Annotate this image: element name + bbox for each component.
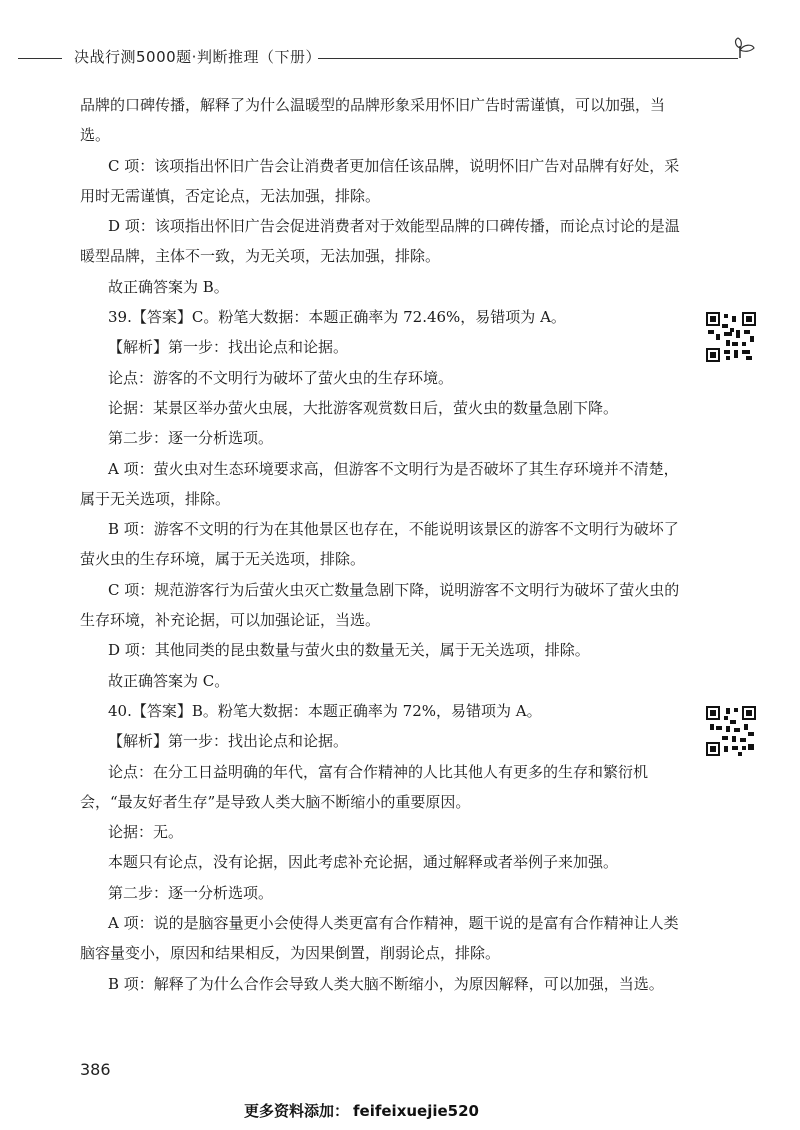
paragraph: A 项：说的是脑容量更小会使得人类更富有合作精神，题干说的是富有合作精神让人类脑容量变小，原因和结果相反，为因果倒置，削弱论点，排除。 [80,914,679,963]
sprout-icon [734,34,770,64]
paragraph: 论点：在分工日益明确的年代，富有合作精神的人比其他人有更多的生存和繁衍机会，“最友好者生存”是导致人类大脑不断缩小的重要原因。 [80,762,649,811]
paragraph: 品牌的口碑传播，解释了为什么温暖型的品牌形象采用怀旧广告时需谨慎，可以加强，当选。 [80,96,666,145]
paragraph: 本题只有论点，没有论据，因此考虑补充论据，通过解释或者举例子来加强。 [108,853,619,872]
paragraph: D 项：其他同类的昆虫数量与萤火虫的数量无关，属于无关选项，排除。 [108,641,590,660]
paragraph: C 项：规范游客行为后萤火虫灭亡数量急剧下降，说明游客不文明行为破坏了萤火虫的生存环境，补充论据，可以加强论证，当选。 [80,580,680,630]
paragraph: A 项：萤火虫对生态环境要求高，但游客不文明行为是否破坏了其生存环境并不清楚，属于无关选项，排除。 [80,459,679,508]
qr-code-icon[interactable] [706,706,756,756]
footer-label: 更多资料添加： [244,1102,350,1120]
paragraph: 故正确答案为 B。 [108,277,229,296]
footer-contact [244,1100,479,1121]
paragraph: 【解析】第一步：找出论点和论据。 [108,338,349,357]
header-rule-right [318,58,738,59]
header-title: 决战行测5000题·判断推理（下册） [74,48,321,66]
paragraph: 论点：游客的不文明行为破坏了萤火虫的生存环境。 [108,368,454,387]
paragraph: D 项：该项指出怀旧广告会促进消费者对于效能型品牌的口碑传播，而论点讨论的是温暖型品牌，主体不一致，为无关项，无法加强，排除。 [80,217,680,266]
footer-id: feifeixuejie520 [353,1102,479,1120]
qr-code-icon[interactable] [706,312,756,362]
header-rule-left [18,58,62,59]
paragraph: C 项：该项指出怀旧广告会让消费者更加信任该品牌，说明怀旧广告对品牌有好处，采用时无需谨慎，否定论点，无法加强，排除。 [80,156,680,205]
paragraph: 第二步：逐一分析选项。 [108,883,274,902]
paragraph: 论据：无。 [108,823,184,842]
paragraph: 故正确答案为 C。 [108,671,230,690]
running-header [0,40,800,76]
paragraph: B 项：解释了为什么合作会导致人类大脑不断缩小，为原因解释，可以加强，当选。 [108,974,664,993]
paragraph: 论据：某景区举办萤火虫展，大批游客观赏数日后，萤火虫的数量急剧下降。 [108,398,619,417]
paragraph: B 项：游客不文明的行为在其他景区也存在，不能说明该景区的游客不文明行为破坏了萤火虫的生存环境，属于无关选项，排除。 [80,520,679,569]
answer-40: 40.【答案】B。粉笔大数据：本题正确率为 72%，易错项为 A。 [108,701,542,720]
paragraph: 【解析】第一步：找出论点和论据。 [108,732,349,751]
answer-39: 39.【答案】C。粉笔大数据：本题正确率为 72.46%，易错项为 A。 [108,308,566,327]
page-number: 386 [80,1060,111,1079]
page-body [80,90,680,999]
paragraph: 第二步：逐一分析选项。 [108,429,274,448]
